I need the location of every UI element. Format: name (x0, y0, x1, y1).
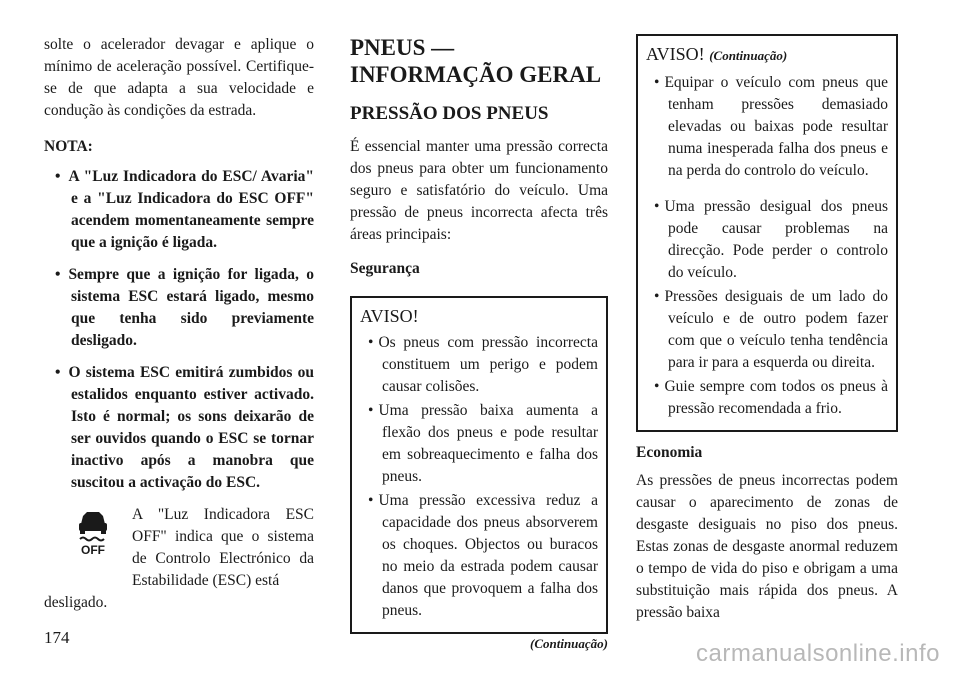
warning-title-continued (646, 42, 888, 68)
note-label: NOTA: (44, 138, 93, 155)
esc-off-indicator-block (44, 504, 314, 614)
note-bullet-item: • A "Luz Indicadora do ESC/ Avaria" e a "Luz Indicadora do ESC OFF" acendem momentaneamente sempre que a ignição é ligada. (44, 166, 314, 254)
esc-off-description-end: desligado. (44, 594, 108, 611)
continued-label: (Continuação) (529, 636, 608, 651)
warning-item: • Guie sempre com todos os pneus à pressão recomendada a frio. (646, 376, 888, 420)
warning-box (350, 296, 608, 634)
watermark: carmanualsonline.info (696, 640, 940, 667)
page-number: 174 (44, 628, 70, 647)
intro-paragraph: solte o acelerador devagar e aplique o mínimo de aceleração possível. Certifique-se de que adapta a sua velocidade e condução às condições da estrada. (44, 36, 314, 119)
column-left (44, 34, 314, 614)
warning-item: • Uma pressão excessiva reduz a capacidade dos pneus absorverem os choques. Objectos ou buracos no meio da estrada podem causar danos que provoquem a falha dos pneus. (360, 490, 598, 622)
sub-title-tire-pressure: PRESSÃO DOS PNEUS (350, 103, 549, 124)
note-bullet-item: • Sempre que a ignição for ligada, o sistema ESC estará ligado, mesmo que tenha sido previamente desligado. (44, 264, 314, 352)
section-title: PNEUS — INFORMAÇÃO GERAL (350, 35, 602, 87)
column-middle (350, 34, 608, 652)
economy-paragraph: As pressões de pneus incorrectas podem causar o aparecimento de zonas de desgaste desiguais no piso dos pneus. Estas zonas de desgaste anormal reduzem o tempo de vida do piso e obrigam a uma substituição mais rápida dos pneus. A pressão baixa (636, 472, 898, 621)
warning-continued-label: (Continuação) (709, 48, 788, 63)
warning-box-continued (636, 34, 898, 432)
esc-off-icon (74, 510, 112, 556)
economy-heading: Economia (636, 444, 703, 461)
warning-item: • Uma pressão desigual dos pneus pode causar problemas na direcção. Pode perder o controlo do veículo. (646, 196, 888, 284)
note-bullet-item: • O sistema ESC emitirá zumbidos ou estalidos enquanto estiver activado. Isto é normal; os sons deixarão de ser ouvidos quando o ESC se tornar inactivo após a manobra que suscitou a activação do ESC. (44, 362, 314, 494)
column-right (636, 34, 898, 624)
warning-title-text: AVISO! (646, 44, 705, 64)
esc-off-icon-label: OFF (81, 543, 105, 556)
safety-heading: Segurança (350, 260, 420, 277)
tire-pressure-paragraph: É essencial manter uma pressão correcta dos pneus para obter um funcionamento seguro e satisfatório do veículo. Uma pressão de pneus incorrecta afecta três áreas principais: (350, 138, 608, 243)
warning-item: • Os pneus com pressão incorrecta constituem um perigo e podem causar colisões. (360, 332, 598, 398)
warning-item: • Equipar o veículo com pneus que tenham pressões demasiado elevadas ou baixas pode resultar numa inesperada falha dos pneus e na perda do controlo do veículo. (646, 72, 888, 182)
warning-item: • Uma pressão baixa aumenta a flexão dos pneus e pode resultar em sobreaquecimento e falha dos pneus. (360, 400, 598, 488)
warning-list (360, 332, 598, 622)
note-bullet-list (44, 166, 314, 494)
warning-item: • Pressões desiguais de um lado do veículo e de outro podem fazer com que o veículo tenha tendência para ir para a esquerda ou direita. (646, 286, 888, 374)
warning-list-continued (646, 72, 888, 420)
warning-title: AVISO! (360, 306, 419, 326)
esc-off-description: A "Luz Indicadora ESC OFF" indica que o sistema de Controlo Electrónico da Estabilidade (ESC) está (132, 506, 314, 589)
